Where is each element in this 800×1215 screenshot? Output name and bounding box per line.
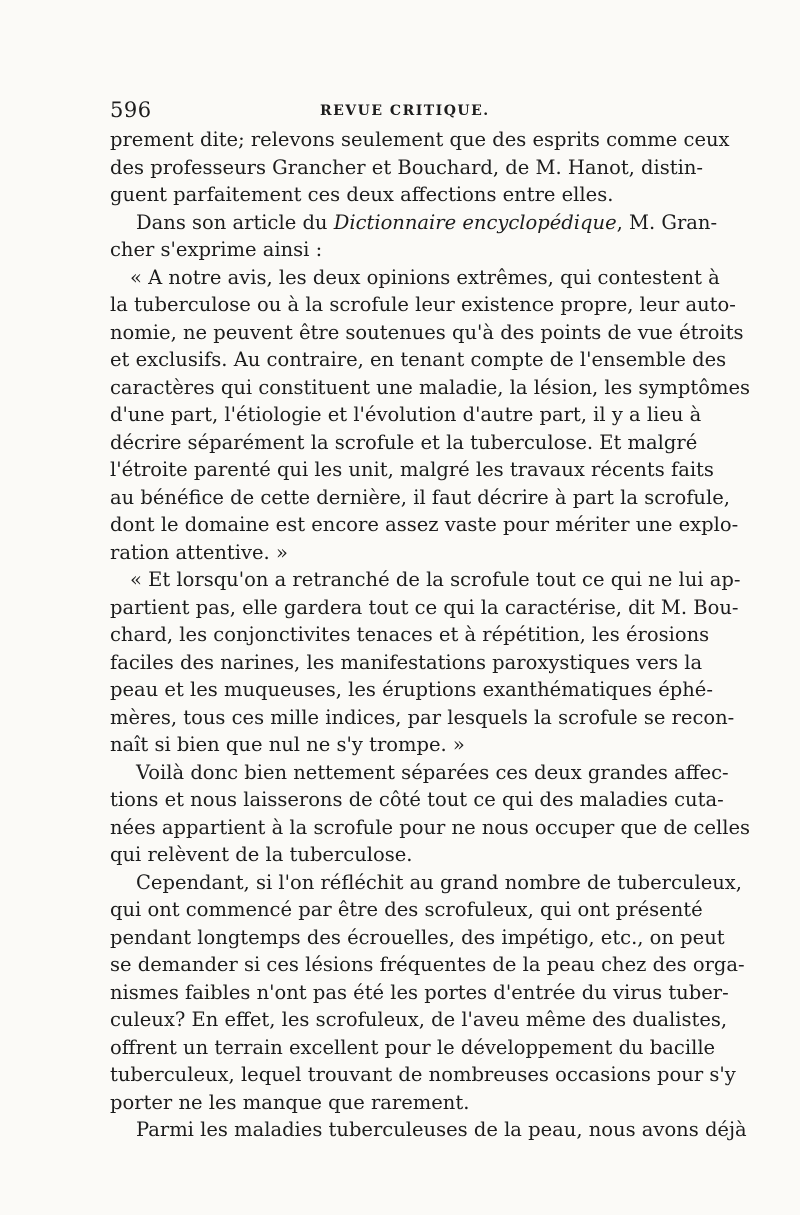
text-line: tuberculeux, lequel trouvant de nombreuses occasions pour s'y [110, 1063, 736, 1086]
text-line: nismes faibles n'ont pas été les portes d'entrée du virus tuber- [110, 980, 729, 1004]
italic-title: Dictionnaire encyclopédique [333, 210, 617, 234]
text-line: Cependant, si l'on réfléchit au grand nombre de tuberculeux, [136, 870, 742, 894]
text-line: guent parfaitement ces deux affections entre elles. [110, 183, 614, 206]
text-line: d'une part, l'étiologie et l'évolution d'autre part, il y a lieu à [110, 403, 702, 426]
text-line: faciles des narines, les manifestations paroxystiques vers la [110, 650, 703, 674]
text-line: des professeurs Grancher et Bouchard, de M. Hanot, distin- [110, 155, 703, 179]
text-fragment: , M. Gran- [616, 210, 718, 234]
text-line: qui relèvent de la tuberculose. [110, 843, 413, 866]
text-line: partient pas, elle gardera tout ce qui la caractérise, dit M. Bou- [110, 595, 739, 619]
text-line: et exclusifs. Au contraire, en tenant compte de l'ensemble des [110, 348, 727, 371]
text-line: nomie, ne peuvent être soutenues qu'à des points de vue étroits [110, 320, 744, 344]
page-header [110, 98, 690, 128]
text-line: décrire séparément la scrofule et la tuberculose. Et malgré [110, 430, 698, 454]
text-line [110, 209, 718, 237]
text-line: porter ne les manque que rarement. [110, 1090, 470, 1114]
text-line: se demander si ces lésions fréquentes de la peau chez des orga- [110, 953, 745, 976]
text-line: dont le domaine est encore assez vaste pour mériter une explo- [110, 513, 739, 536]
text-line: ration attentive. » [110, 540, 288, 564]
text-line: au bénéfice de cette dernière, il faut décrire à part la scrofule, [110, 485, 730, 509]
text-line: « Et lorsqu'on a retranché de la scrofule tout ce qui ne lui ap- [130, 568, 741, 591]
text-line: nées appartient à la scrofule pour ne nous occuper que de celles [110, 815, 751, 839]
text-line: l'étroite parenté qui les unit, malgré les travaux récents faits [110, 458, 714, 481]
text-line: naît si bien que nul ne s'y trompe. » [110, 733, 465, 756]
text-line: prement dite; relevons seulement que des esprits comme ceux [110, 128, 730, 151]
text-line: Voilà donc bien nettement séparées ces deux grandes affec- [136, 760, 729, 784]
text-line: caractères qui constituent une maladie, la lésion, les symptômes [110, 375, 751, 399]
text-line: cher s'exprime ainsi : [110, 238, 323, 261]
text-line: pendant longtemps des écrouelles, des impétigo, etc., on peut [110, 925, 725, 949]
text-line: « A notre avis, les deux opinions extrêmes, qui contestent à [130, 265, 720, 289]
text-line: mères, tous ces mille indices, par lesquels la scrofule se recon- [110, 705, 735, 729]
body-text [110, 126, 751, 1144]
text-line: tions et nous laisserons de côté tout ce qui des maladies cuta- [110, 788, 724, 811]
text-line: peau et les muqueuses, les éruptions exanthématiques éphé- [110, 678, 713, 701]
text-line: offrent un terrain excellent pour le développement du bacille [110, 1035, 716, 1059]
page-number: 596 [110, 98, 152, 122]
text-line: chard, les conjonctivites tenaces et à répétition, les érosions [110, 623, 710, 646]
text-line: Parmi les maladies tuberculeuses de la peau, nous avons déjà [136, 1118, 747, 1141]
running-title: REVUE CRITIQUE. [320, 103, 490, 119]
text-line: qui ont commencé par être des scrofuleux, qui ont présenté [110, 898, 703, 921]
text-line: culeux? En effet, les scrofuleux, de l'aveu même des dualistes, [110, 1008, 728, 1031]
text-fragment: Dans son article du [136, 210, 328, 234]
text-line: la tuberculose ou à la scrofule leur existence propre, leur auto- [110, 293, 736, 316]
